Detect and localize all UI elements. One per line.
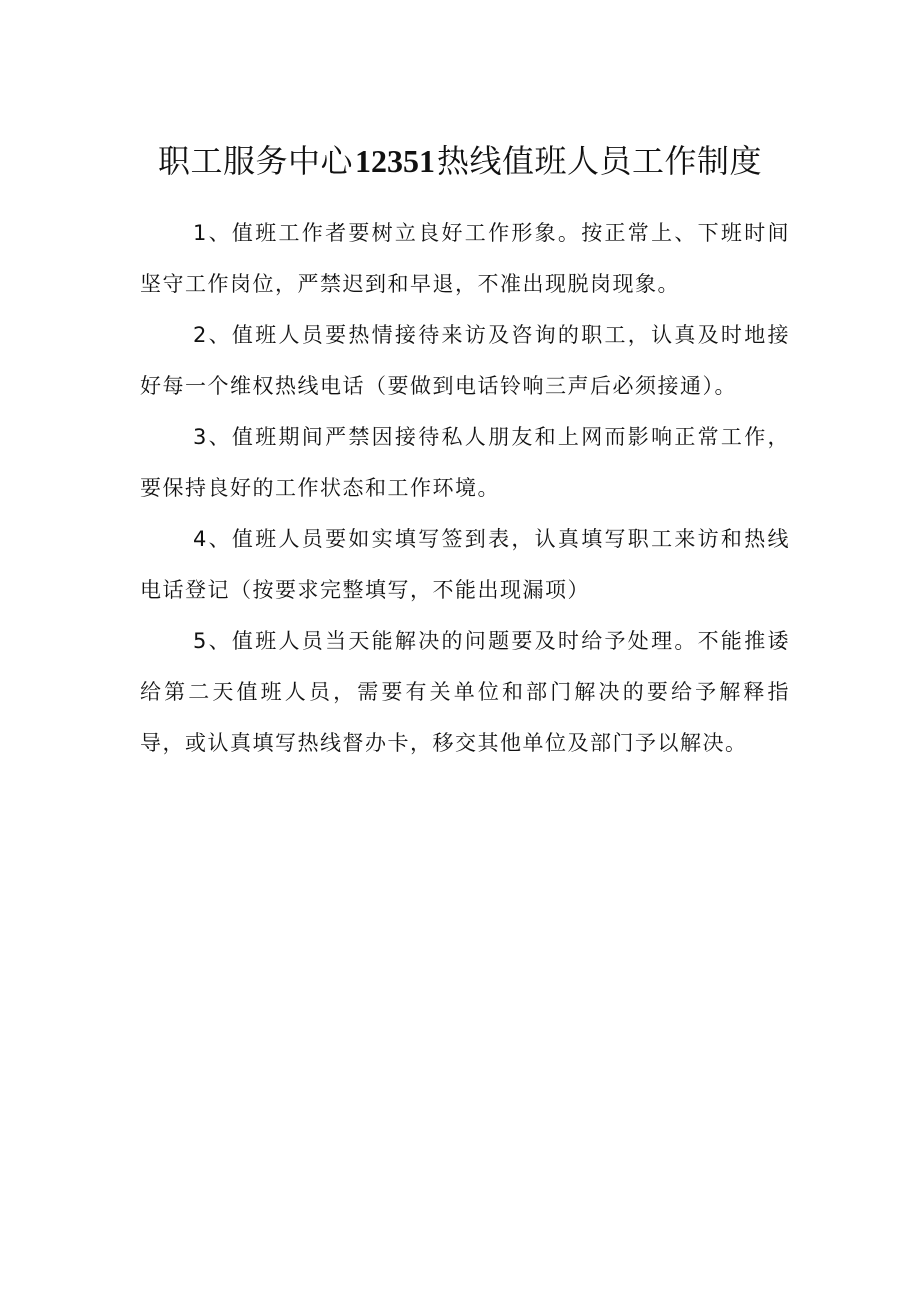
document-body: [140, 208, 790, 769]
title-text-before: 职工服务中心: [157, 142, 353, 181]
rule-paragraph-4: 4、值班人员要如实填写签到表，认真填写职工来访和热线电话登记（按要求完整填写，不能出现漏项）: [140, 527, 790, 602]
title-text-after: 热线值班人员工作制度: [437, 142, 763, 181]
rule-paragraph-2: 2、值班人员要热情接待来访及咨询的职工，认真及时地接好每一个维权热线电话（要做到电话铃响三声后必须接通）。: [140, 323, 790, 398]
document-title: [0, 137, 920, 185]
rule-paragraph-3: 3、值班期间严禁因接待私人朋友和上网而影响正常工作，要保持良好的工作状态和工作环境。: [140, 425, 790, 500]
title-hotline-number: 12351: [355, 143, 435, 180]
rule-paragraph-5: 5、值班人员当天能解决的问题要及时给予处理。不能推诿给第二天值班人员，需要有关单位和部门解决的要给予解释指导，或认真填写热线督办卡，移交其他单位及部门予以解决。: [140, 629, 790, 755]
rule-paragraph-1: 1、值班工作者要树立良好工作形象。按正常上、下班时间坚守工作岗位，严禁迟到和早退，不准出现脱岗现象。: [140, 221, 790, 296]
